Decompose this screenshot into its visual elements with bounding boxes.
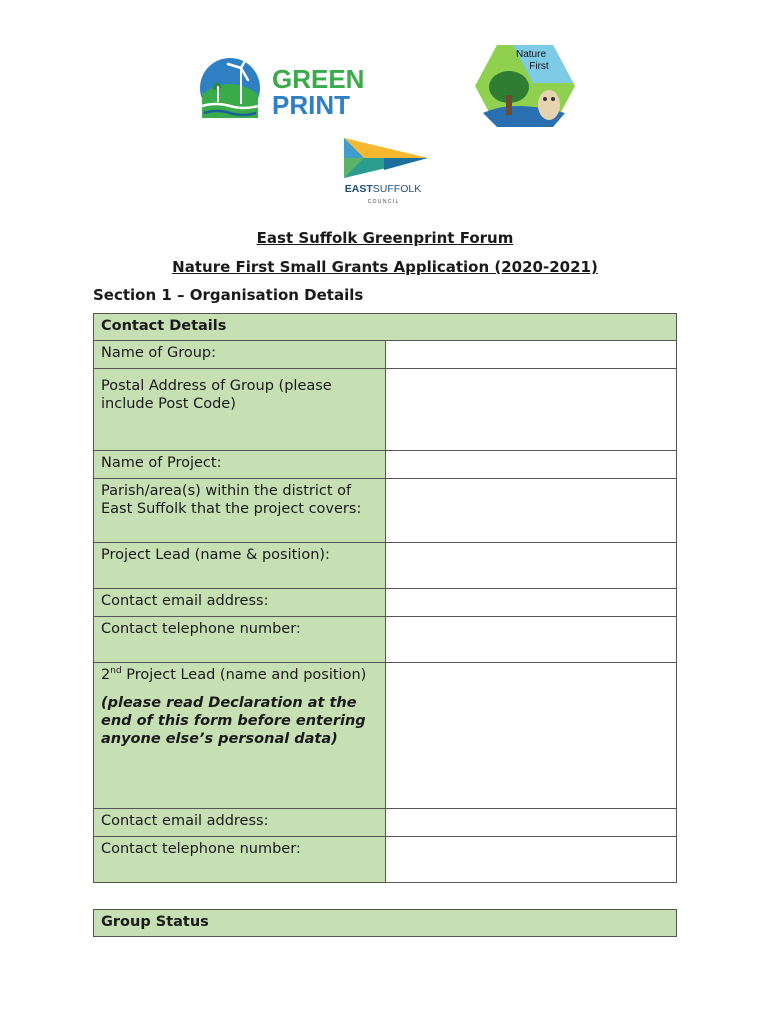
east-suffolk-sub: C O U N C I L [367, 199, 399, 205]
greenprint-line2: PRINT [272, 90, 350, 120]
nature-first-line2: First [529, 61, 549, 72]
contact-details-table [93, 313, 677, 883]
second-lead-field[interactable] [385, 663, 677, 809]
document-title: East Suffolk Greenprint Forum [256, 229, 514, 247]
telephone-label: Contact telephone number: [94, 617, 386, 663]
postal-address-label: Postal Address of Group (please include Post Code) [94, 369, 386, 451]
nature-first-logo [473, 43, 577, 129]
telephone2-field[interactable] [385, 837, 677, 883]
email-field[interactable] [385, 589, 677, 617]
postal-address-field[interactable] [385, 369, 677, 451]
email2-label: Contact email address: [94, 809, 386, 837]
parish-label: Parish/area(s) within the district of East Suffolk that the project covers: [94, 479, 386, 543]
nature-first-line1: Nature [515, 49, 547, 60]
project-name-label: Name of Project: [94, 451, 386, 479]
east-suffolk-logo [330, 136, 436, 206]
second-lead-text: Project Lead (name and position) [121, 667, 367, 683]
greenprint-line1: GREEN [272, 64, 365, 94]
project-lead-label: Project Lead (name & position): [94, 543, 386, 589]
email2-field[interactable] [385, 809, 677, 837]
project-lead-field[interactable] [385, 543, 677, 589]
group-name-field[interactable] [385, 341, 677, 369]
declaration-note: (please read Declaration at the end of this form before entering anyone else’s personal data) [101, 695, 366, 747]
document-subtitle: Nature First Small Grants Application (2020-2021) [172, 258, 598, 276]
greenprint-logo [198, 50, 368, 125]
second-lead-ordinal: nd [110, 666, 122, 677]
group-name-label: Name of Group: [94, 341, 386, 369]
section-heading: Section 1 – Organisation Details [93, 286, 364, 304]
contact-details-heading: Contact Details [94, 314, 677, 341]
second-lead-label [94, 663, 386, 809]
project-name-field[interactable] [385, 451, 677, 479]
telephone-field[interactable] [385, 617, 677, 663]
telephone2-label: Contact telephone number: [94, 837, 386, 883]
email-label: Contact email address: [94, 589, 386, 617]
second-lead-number: 2 [101, 667, 111, 683]
east-suffolk-name: EASTSUFFOLK [344, 183, 422, 195]
group-status-table [93, 909, 677, 937]
group-status-heading: Group Status [94, 910, 677, 937]
parish-field[interactable] [385, 479, 677, 543]
